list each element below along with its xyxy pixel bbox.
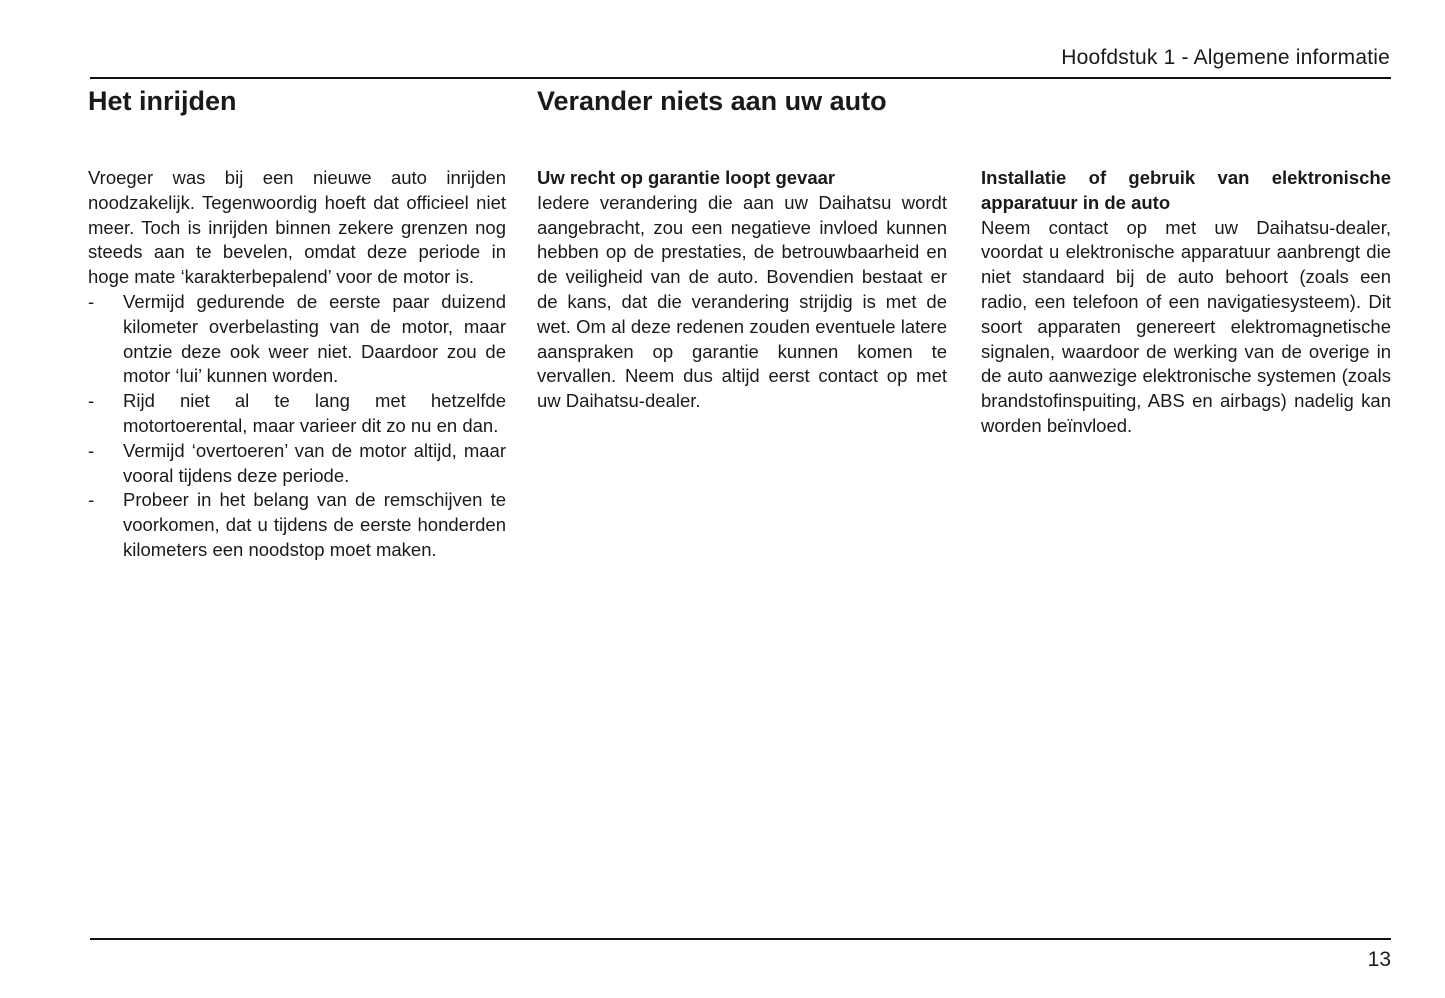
list-item-text: Rijd niet al te lang met hetzelfde motortoerental, maar varieer dit zo nu en dan. bbox=[123, 390, 506, 436]
bullet-dash: - bbox=[88, 439, 95, 461]
bullet-dash: - bbox=[88, 489, 95, 511]
list-item-text: Vermijd gedurende de eerste paar duizend kilometer overbelasting van de motor, maar ontzie deze ook weer niet. Daardoor zou de motor ‘lui’ kunnen worden. bbox=[123, 290, 506, 387]
bullet-dash: - bbox=[88, 390, 95, 412]
subheading-elektronica: Installatie of gebruik van elektronische apparatuur in de auto bbox=[981, 167, 1391, 213]
subheading-garantie: Uw recht op garantie loopt gevaar bbox=[537, 167, 836, 188]
paragraph-garantie: Iedere verandering die aan uw Daihatsu wordt aangebracht, zou een negatieve invloed kunnen hebben op de prestaties, de betrouwbaarheid en de veiligheid van de auto. Bovendien bestaat er de kans, dat die verandering strijdig is met de wet. Om al deze redenen zouden eventuele latere aanspraken op garantie kunnen komen te vervallen. Neem dus altijd eerst contact op met uw Daihatsu-dealer. bbox=[537, 191, 947, 412]
section-title-inrijden: Het inrijden bbox=[88, 86, 237, 116]
list-item bbox=[88, 488, 506, 562]
paragraph-elektronica: Neem contact op met uw Daihatsu-dealer, voordat u elektronische apparatuur aanbrengt die niet standaard bij de auto behoort (zoals een radio, een telefoon of een navigatiesysteem). Dit soort apparaten genereert elektromagnetische signalen, waardoor de werking van de overige in de auto aanwezige elektronische systemen (zoals brandstofinspuiting, ABS en airbags) nadelig kan worden beïnvloed. bbox=[981, 216, 1391, 436]
footer-rule bbox=[90, 938, 1391, 940]
header-rule bbox=[90, 77, 1391, 79]
intro-paragraph: Vroeger was bij een nieuwe auto inrijden noodzakelijk. Tegenwoordig hoeft dat officieel niet meer. Toch is inrijden binnen zekere grenzen nog steeds aan te bevelen, omdat deze periode in hoge mate ‘karakterbepalend’ voor de motor is. bbox=[88, 167, 506, 288]
list-item-text: Probeer in het belang van de remschijven te voorkomen, dat u tijdens de eerste honderden kilometers een noodstop moet maken. bbox=[123, 489, 506, 560]
list-item-text: Vermijd ‘overtoeren’ van de motor altijd, maar vooral tijdens deze periode. bbox=[123, 439, 506, 486]
column-right bbox=[981, 166, 1391, 439]
column-middle bbox=[537, 166, 947, 414]
bullet-dash: - bbox=[88, 290, 95, 312]
page-number: 13 bbox=[1367, 948, 1391, 971]
bullet-list bbox=[88, 290, 506, 563]
list-item bbox=[88, 439, 506, 489]
column-left bbox=[88, 166, 506, 563]
section-title-verander: Verander niets aan uw auto bbox=[537, 86, 887, 116]
chapter-header: Hoofdstuk 1 - Algemene informatie bbox=[1061, 46, 1390, 69]
list-item bbox=[88, 389, 506, 439]
list-item bbox=[88, 290, 506, 389]
